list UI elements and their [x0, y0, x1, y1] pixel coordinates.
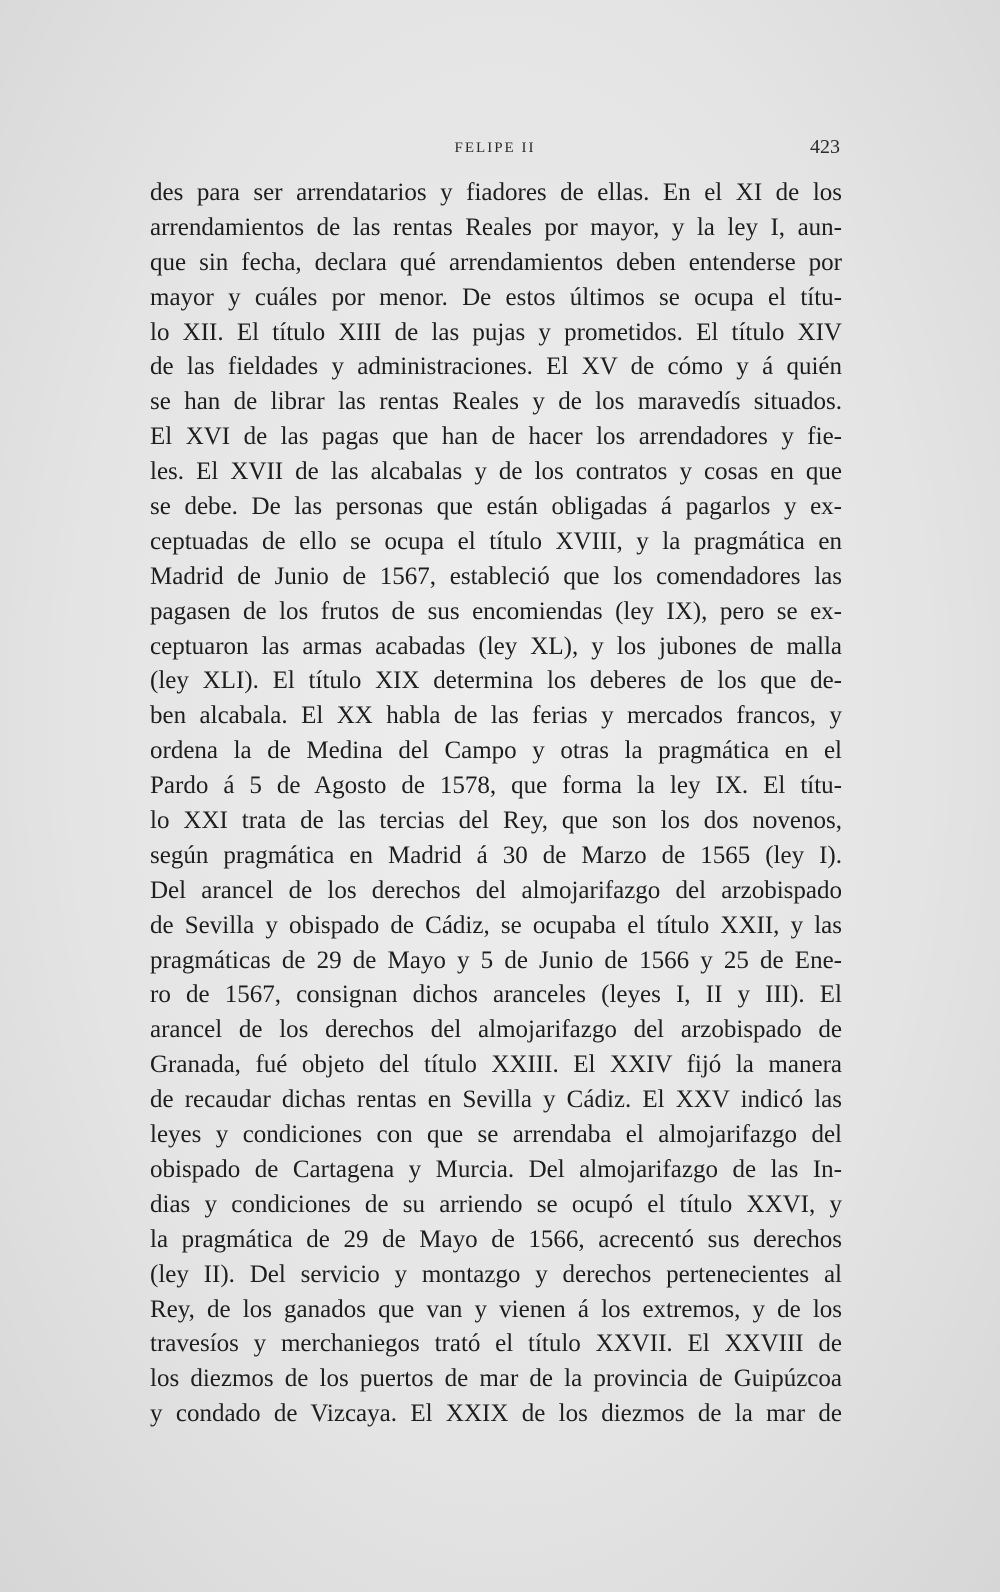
text-line: se debe. De las personas que están obligadas á pagarlos y ex-	[150, 493, 842, 521]
text-line: según pragmática en Madrid á 30 de Marzo de 1565 (ley I).	[150, 841, 842, 869]
text-line: arancel de los derechos del almojarifazgo del arzobispado de	[150, 1016, 842, 1044]
text-line: se han de librar las rentas Reales y de los maravedís situados.	[150, 388, 842, 416]
text-line: les. El XVII de las alcabalas y de los contratos y cosas en que	[150, 458, 842, 486]
text-line: lo XXI trata de las tercias del Rey, que son los dos novenos,	[150, 807, 842, 835]
text-line: Rey, de los ganados que van y vienen á los extremos, y de los	[150, 1295, 842, 1323]
text-line: ben alcabala. El XX habla de las ferias y mercados francos, y	[150, 702, 842, 730]
text-line: y condado de Vizcaya. El XXIX de los diezmos de la mar de	[150, 1400, 842, 1428]
text-line: (ley XLI). El título XIX determina los deberes de los que de-	[150, 667, 842, 695]
text-line: mayor y cuáles por menor. De estos últimos se ocupa el títu-	[150, 283, 842, 311]
text-line: (ley II). Del servicio y montazgo y derechos pertenecientes al	[150, 1260, 842, 1288]
text-line: lo XII. El título XIII de las pujas y prometidos. El título XIV	[150, 318, 842, 346]
text-line: El XVI de las pagas que han de hacer los arrendadores y fie-	[150, 423, 842, 451]
body-text	[150, 176, 842, 1432]
text-line: Madrid de Junio de 1567, estableció que los comendadores las	[150, 562, 842, 590]
text-line: obispado de Cartagena y Murcia. Del almojarifazgo de las In-	[150, 1155, 842, 1183]
text-line: la pragmática de 29 de Mayo de 1566, acrecentó sus derechos	[150, 1225, 842, 1253]
page-number: 423	[810, 136, 840, 158]
text-line: leyes y condiciones con que se arrendaba el almojarifazgo del	[150, 1121, 842, 1149]
text-line: ordena la de Medina del Campo y otras la pragmática en el	[150, 737, 842, 765]
text-line: que sin fecha, declara qué arrendamientos deben entenderse por	[150, 248, 842, 276]
text-line: ro de 1567, consignan dichos aranceles (leyes I, II y III). El	[150, 981, 842, 1009]
text-line: pagasen de los frutos de sus encomiendas (ley IX), pero se ex-	[150, 597, 842, 625]
text-line: los diezmos de los puertos de mar de la provincia de Guipúzcoa	[150, 1365, 842, 1393]
text-line: Pardo á 5 de Agosto de 1578, que forma la ley IX. El títu-	[150, 772, 842, 800]
text-line: Granada, fué objeto del título XXIII. El XXIV fijó la manera	[150, 1051, 842, 1079]
text-line: des para ser arrendatarios y fiadores de ellas. En el XI de los	[150, 179, 842, 206]
text-line: travesíos y merchaniegos trató el título XXVII. El XXVIII de	[150, 1330, 842, 1358]
text-line: pragmáticas de 29 de Mayo y 5 de Junio de 1566 y 25 de Ene-	[150, 946, 842, 974]
page-header	[150, 136, 840, 172]
text-line: de recaudar dichas rentas en Sevilla y Cádiz. El XXV indicó las	[150, 1086, 842, 1114]
text-line: de Sevilla y obispado de Cádiz, se ocupaba el título XXII, y las	[150, 911, 842, 939]
text-line: ceptuadas de ello se ocupa el título XVIII, y la pragmática en	[150, 527, 842, 555]
text-line: de las fieldades y administraciones. El XV de cómo y á quién	[150, 353, 842, 381]
text-line: arrendamientos de las rentas Reales por mayor, y la ley I, aun-	[150, 213, 842, 241]
text-line: ceptuaron las armas acabadas (ley XL), y los jubones de malla	[150, 632, 842, 660]
text-line: Del arancel de los derechos del almojarifazgo del arzobispado	[150, 876, 842, 904]
running-title: FELIPE II	[454, 140, 536, 156]
text-line: dias y condiciones de su arriendo se ocupó el título XXVI, y	[150, 1190, 842, 1218]
